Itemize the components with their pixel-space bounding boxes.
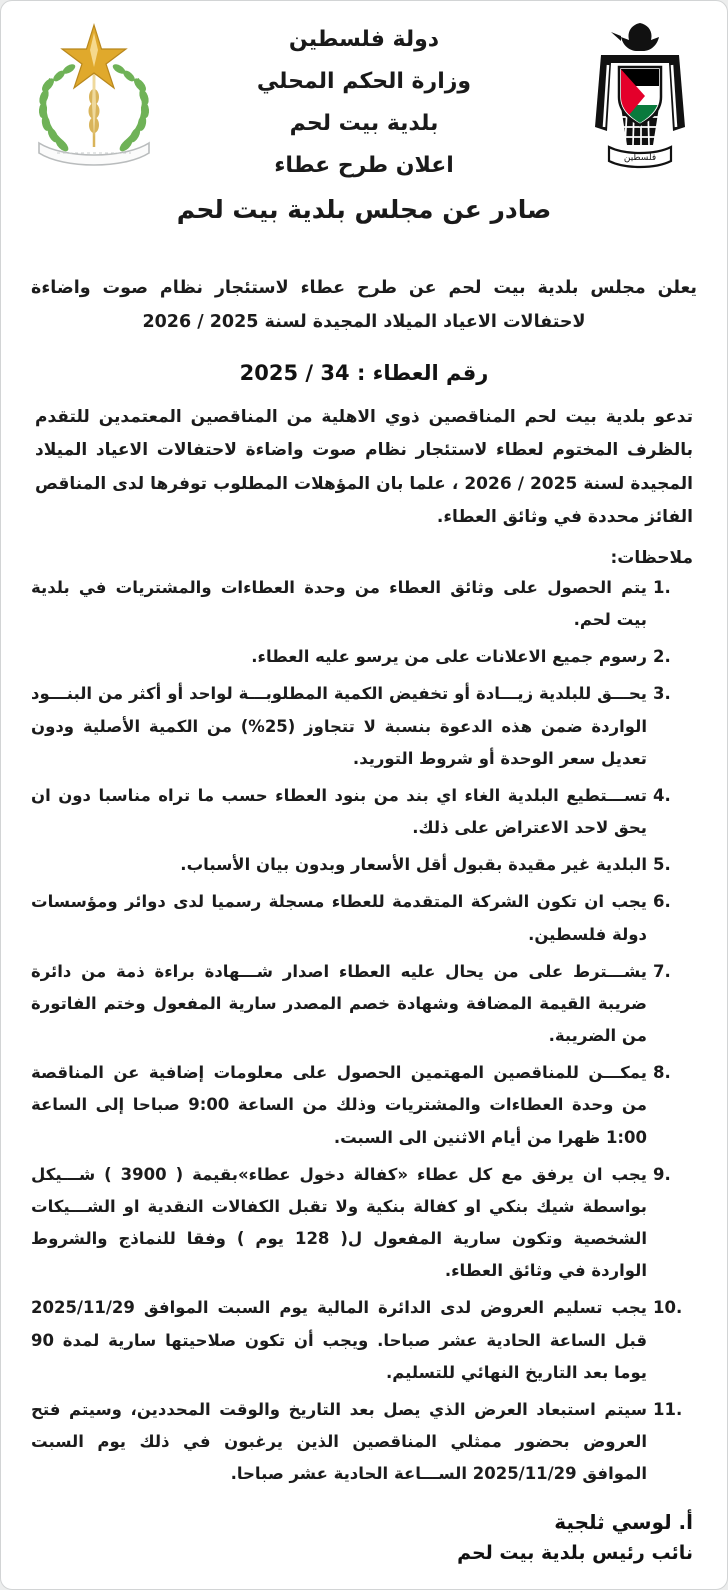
note-item: يشـــترط على من يحال عليه العطاء اصدار شـــهادة براءة ذمة من دائرة ضريبة القيمة المضافة وشهادة خصم المصدر سارية المفعول وختم الفاتورة من الضريبة. xyxy=(31,961,647,1046)
note-item: يمكـــن للمناقصين المهتمين الحصول على معلومات إضافية عن المناقصة من وحدة العطاءات والمشتريات وذلك من الساعة 9:00 صباحا إلى الساعة 1:00 ظهرا من أيام الاثنين الى السبت. xyxy=(31,1063,647,1147)
header-title-block xyxy=(21,29,707,222)
signatory-title: نائب رئيس بلدية بيت لحم xyxy=(457,1542,693,1565)
document-header xyxy=(21,15,707,255)
note-item: تســـتطيع البلدية الغاء اي بند من بنود العطاء حسب ما تراه مناسبا دون ان يحق لاحد الاعتراض على ذلك. xyxy=(31,785,647,838)
note-item: يتم الحصول على وثائق العطاء من وحدة العطاءات والمشتريات في بلدية بيت لحم. xyxy=(31,577,647,629)
header-line-issuer: صادر عن مجلس بلدية بيت لحم xyxy=(176,195,552,224)
note-item: رسوم جميع الاعلانات على من يرسو عليه العطاء. xyxy=(251,647,647,667)
intro-paragraph: يعلن مجلس بلدية بيت لحم عن طرح عطاء لاستئجار نظام صوت واضاءة لاحتفالات الاعياد الميلاد المجيدة لسنة 2025 / 2026 xyxy=(31,278,697,333)
notes-list xyxy=(31,572,693,1491)
signature-block xyxy=(35,1506,693,1568)
note-item: يحـــق للبلدية زيـــادة أو تخفيض الكمية المطلوبـــة لواحد أو أكثر من البنـــود الواردة ضمن هذه الدعوة بنسبة لا تتجاوز (25%) من الكمية الأصلية ودون تعديل سعر الوحدة أو شروط التوريد. xyxy=(31,684,647,768)
note-item: يجب تسليم العروض لدى الدائرة المالية يوم السبت الموافق 2025/11/29 قبل الساعة الحادية عشر صباحا. ويجب أن تكون صلاحيتها سارية لمدة 90 يوما بعد التاريخ النهائي للتسليم. xyxy=(31,1298,647,1382)
header-line-state: دولة فلسطين xyxy=(288,27,440,52)
body-paragraph: تدعو بلدية بيت لحم المناقصين ذوي الاهلية من المناقصين المعتمدين للتقدم بالظرف المختوم لعطاء لاستئجار نظام صوت واضاءة لاحتفالات الاعياد الميلاد المجيدة لسنة 2025 / 2026 ، علما بان المؤهلات المطلوب توفرها لدى المناقص الفائز محددة في وثائق العطاء. xyxy=(35,407,693,527)
signatory-name: أ. لوسي ثلجية xyxy=(554,1510,693,1535)
header-line-announcement: اعلان طرح عطاء xyxy=(274,153,454,178)
note-item: يجب ان يرفق مع كل عطاء «كفالة دخول عطاء»بقيمة ( 3900 ) شـــيكل بواسطة شيك بنكي او كفالة بنكية ولا تقبل الكفالات النقدية او الشـــيكات الشخصية وتكون سارية المفعول ل( 128 يوم ) وفقا للنماذج والشروط الواردة في وثائق العطاء. xyxy=(31,1164,648,1281)
header-line-municipality: بلدية بيت لحم xyxy=(289,111,439,136)
note-item: البلدية غير مقيدة بقبول أقل الأسعار وبدون بيان الأسباب. xyxy=(180,855,647,875)
tender-number-line: رقم العطاء : 34 / 2025 xyxy=(239,361,489,386)
note-item: يجب ان تكون الشركة المتقدمة للعطاء مسجلة رسميا لدى دوائر ومؤسسات دولة فلسطين. xyxy=(31,892,647,944)
header-line-ministry: وزارة الحكم المحلي xyxy=(256,69,472,94)
notes-label: ملاحظات: xyxy=(610,547,693,568)
svg-text:فلسطين: فلسطين xyxy=(623,153,657,163)
note-item: سيتم استبعاد العرض الذي يصل بعد التاريخ والوقت المحددين، وسيتم فتح العروض بحضور ممثلي المناقصين الذين يرغبون في ذلك يوم السبت الموافق 2025/11/29 الســـاعة الحادية عشر صباحا. xyxy=(31,1399,647,1484)
